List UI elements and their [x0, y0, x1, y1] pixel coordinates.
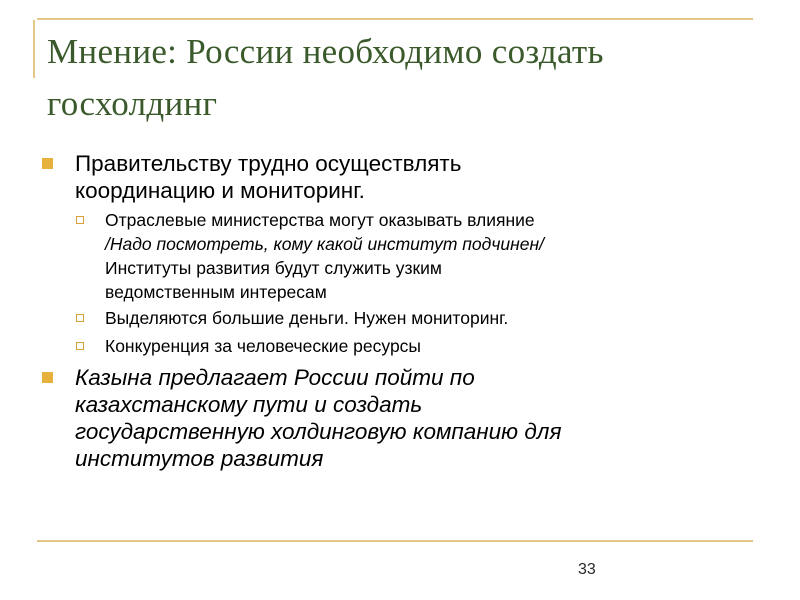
bullet-1-line-1: Правительству трудно осуществлять — [75, 151, 462, 176]
sub-bullet-item-3 — [105, 334, 765, 358]
bullet-2-line-2: казахстанскому пути и создать — [75, 392, 423, 417]
square-bullet-icon — [42, 158, 53, 169]
frame-bottom-rule — [37, 540, 753, 542]
frame-left-rule — [33, 20, 35, 78]
hollow-square-bullet-icon — [76, 342, 84, 350]
page-number: 33 — [578, 561, 596, 578]
title-line-2: госхолдинг — [47, 84, 218, 123]
bullet-item-1 — [75, 150, 765, 204]
sub-1-line-3: Институты развития будут служить узким — [105, 258, 442, 278]
sub-1-line-1: Отраслевые министерства могут оказывать влияние — [105, 210, 535, 230]
sub-3-line-1: Конкуренция за человеческие ресурсы — [105, 336, 421, 356]
sub-bullet-item-1 — [105, 208, 765, 304]
sub-1-line-2: /Надо посмотреть, кому какой институт подчинен/ — [105, 234, 544, 254]
hollow-square-bullet-icon — [76, 216, 84, 224]
sub-bullet-item-2 — [105, 306, 765, 330]
title-line-1: Мнение: России необходимо создать — [47, 32, 604, 71]
square-bullet-icon — [42, 372, 53, 383]
sub-2-line-1: Выделяются большие деньги. Нужен мониторинг. — [105, 308, 509, 328]
bullet-item-2 — [75, 364, 765, 472]
hollow-square-bullet-icon — [76, 314, 84, 322]
sub-1-line-4: ведомственным интересам — [105, 282, 327, 302]
bullet-2-line-3: государственную холдинговую компанию для — [75, 419, 562, 444]
bullet-2-line-1: Казына предлагает России пойти по — [75, 365, 475, 390]
slide-title — [47, 26, 747, 130]
frame-top-rule — [37, 18, 753, 20]
bullet-1-line-2: координацию и мониторинг. — [75, 178, 365, 203]
bullet-2-line-4: институтов развития — [75, 446, 324, 471]
